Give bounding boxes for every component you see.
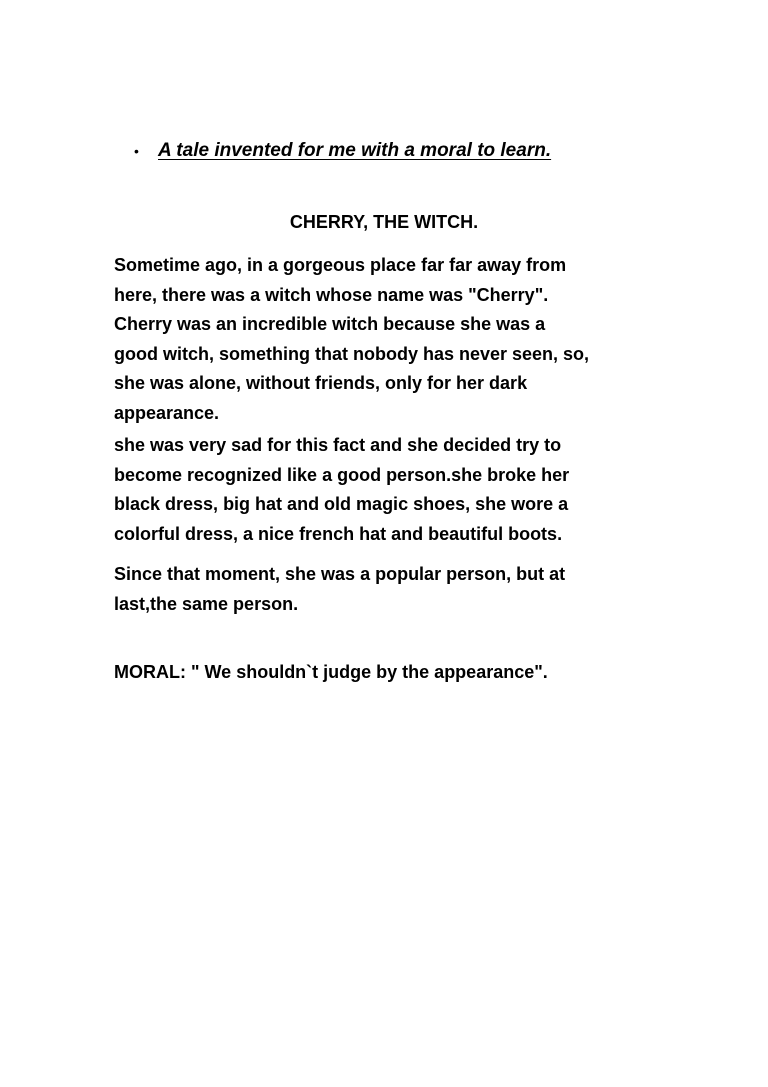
paragraph-line: appearance.	[114, 402, 220, 423]
story-title: CHERRY, THE WITCH.	[289, 212, 479, 232]
bullet-icon: •	[134, 143, 139, 159]
paragraph-line: Since that moment, she was a popular person, but at	[114, 564, 566, 584]
paragraph-line: she was alone, without friends, only for her dark	[114, 373, 528, 393]
intro-text: A tale invented for me with a moral to learn.	[158, 140, 552, 161]
paragraph-line: black dress, big hat and old magic shoes, she wore a	[114, 494, 569, 514]
paragraph-line: colorful dress, a nice french hat and beautiful boots.	[114, 523, 563, 544]
paragraph-line: she was very sad for this fact and she decided try to	[114, 435, 562, 455]
paragraph-line: last,the same person.	[114, 593, 299, 614]
paragraph-line: become recognized like a good person.she broke her	[114, 464, 570, 485]
story-paragraph-3	[114, 560, 674, 619]
story-paragraph-2	[114, 431, 674, 549]
paragraph-line: Sometime ago, in a gorgeous place far far away from	[114, 255, 567, 275]
paragraph-line: Cherry was an incredible witch because she was a	[114, 314, 546, 334]
intro-bullet-item	[134, 136, 551, 166]
moral-statement: MORAL: " We shouldn`t judge by the appearance".	[114, 662, 548, 682]
story-paragraph-1	[114, 251, 674, 428]
paragraph-line: here, there was a witch whose name was "Cherry".	[114, 284, 549, 305]
paragraph-line: good witch, something that nobody has never seen, so,	[114, 343, 590, 364]
